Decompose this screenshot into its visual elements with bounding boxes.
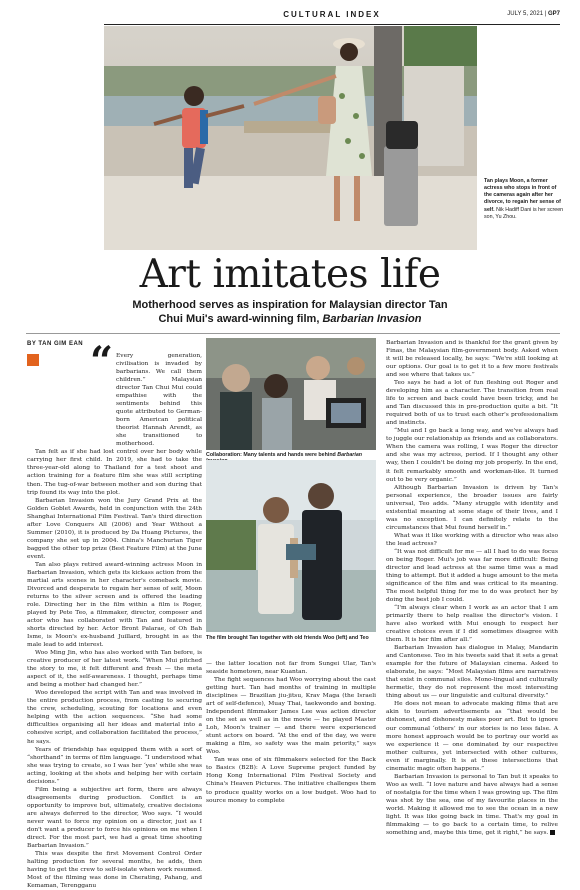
hero-photo — [104, 26, 477, 250]
article-paragraph: Years of friendship has equipped them with a sort of “shorthand” in terms of film language. “I understood what she was trying to create, so I was her ‘yes’ while she was acting, looking at the shots and helping her with certain decisions.” — [27, 746, 202, 785]
article-paragraph: — the latter location not far from Sungei Ular, Tan's seaside hometown, near Kuantan. — [206, 661, 376, 676]
issue-date: JULY 5, 2021 — [507, 11, 544, 17]
article-paragraph: Every generation, civilisation is invaded by barbarians. We call them children.” Malaysian director Tan Chui Mui could empathise with the sentiments behind this quote attributed to German-born American political theorist Hannah Arendt, as she transitioned to motherhood. — [116, 353, 202, 448]
article-paragraph — [386, 773, 558, 837]
article-paragraph-text: Barbarian Invasion is personal to Tan but it speaks to Woo as well. “I love nature and have always had a sense of nostalgia for the time when I was growing up. The film was shot by the sea, one of my favourite places in the world. Making it allowed me to see the ocean in a new light. It was like going back in time. That's my goal in filmmaking — to go back to a certain time, to relive something and, maybe this time, get it right,” he says. — [386, 773, 558, 836]
end-mark-icon — [550, 830, 555, 835]
article-paragraph: Tan felt as if she had lost control over her body while carrying her first child. In 2019, she had to take the three-year-old along to Thailand for a test shoot and action training for a feature film she was still scripting then. The tug-of-war between mother and son during that trip found its way into the plot. — [27, 449, 202, 496]
article-paragraph: Woo Ming Jin, who has also worked with Tan before, is creative producer of her latest work. “When Mui pitched the story to me, it felt different and fresh — the meta aspect of it, the self-awareness. I thought, perhaps time and being a mother had changed her.” — [27, 650, 202, 689]
headline: Art imitates life — [139, 252, 441, 297]
article-paragraph: “I'm always clear when I work as an actor that I am primarily there to help realise the director's vision. I have also worked with Mui enough to respect her creative choices even if I did sometimes disagree with them. It is her film after all.” — [386, 605, 558, 644]
article-paragraph: “It was not difficult for me — all I had to do was focus on being Roger. Mui's job was far more difficult: Being director and lead actress at the same time was a mad thing to attempt. But it added a huge amount to the meta significance of the film and was critical to its meaning. The most helpful thing for me to do was protect her by doing the best job I could. — [386, 548, 558, 603]
deck-film-title: Barbarian Invasion — [322, 313, 422, 326]
article-paragraph: Tan was one of six filmmakers selected for the Back to Basics (B2B): A Love Supreme project funded by Hong Kong International Film Festival Society and China's Heaven Pictures. The initiative challenges them to produce quality works on a low budget. Woo had to source money to complete — [206, 757, 376, 804]
hero-caption — [484, 178, 564, 221]
hero-photo-illustration — [104, 26, 477, 250]
article-paragraph: Barbarian Invasion has dialogue in Malay, Mandarin and Cantonese. Teo in his tweets said that it sets a great example for the future of Malaysian cinema. Asked to elaborate, he says: “Most Malaysian films are narratives that exist in communal silos. Mono-lingual and culturally hermetic, they do not represent the most interesting thing about us — our linguistic and cultural diversity.” — [386, 645, 558, 700]
photo-caption-1-film: Barbarian — [337, 452, 363, 458]
article-paragraph: He does not mean to advocate making films that are akin to tourism advertisements as “that would be dishonest, and dishonesty makes poor art. But to ignore our communal ‘others’ in our stories is no less false. A more honest approach would be to portray our world as we experience it — one dominated by our respective mother cultures, yet intersected with other cultures, even if marginally. It is at these intersections that cinematic magic often happens.” — [386, 701, 558, 772]
photo-collaboration — [206, 338, 376, 450]
article-column-1 — [27, 352, 202, 890]
byline: BY TAN GIM EAN — [27, 341, 84, 347]
article-column-2 — [206, 660, 376, 805]
photo-collaboration-illustration — [206, 338, 376, 450]
section-rule — [26, 333, 560, 334]
hero-caption-credit: Nik Hadiff Dani is her screen son, Yu Zhou. — [484, 206, 564, 220]
hero-caption-main: Tan plays Moon, a former actress who stops in front of the cameras again after her divorce, to regain her sense of self. — [484, 178, 561, 213]
deck-text: Motherhood serves as inspiration for Malaysian director Tan Chui Mui's award-winning film, — [132, 299, 448, 326]
page-number: GP7 — [547, 11, 560, 17]
page-header — [104, 10, 560, 24]
photo-friends-illustration — [206, 460, 376, 632]
article-paragraph: Barbarian Invasion and is thankful for the grant given by Finas, the Malaysian film-government body. Asked when it will be released locally, he says: “We're still looking at our options. Our goal is to get it to a few more festivals and see where that takes us.” — [386, 340, 558, 379]
article-paragraph: What was it like working with a director who was also the lead actress? — [386, 532, 558, 547]
article-paragraph: Although Barbarian Invasion is driven by Tan's personal experience, the broader issues are fairly universal, Teo adds. “Many struggle with identity and existential meaning at some stage of their lives, and I was no exception. I can definitely relate to the circumstances that Mui found herself in.” — [386, 484, 558, 531]
photo-caption-1-text: Collaboration: Many talents and hands were behind — [206, 452, 336, 458]
page-info: JULY 5, 2021 | GP7 — [507, 11, 560, 17]
article-paragraph: This was despite the first Movement Control Order halting production for several months, he adds, then having to get the crew to self-isolate when work resumed. Most of the filming was done in Cherating, Pahang, and Kemaman, Terengganu — [27, 850, 202, 890]
photo-caption-2: The film brought Tan together with old friends Woo (left) and Teo — [206, 635, 369, 641]
deck — [120, 298, 460, 327]
drop-quote-mark: “ — [90, 338, 114, 385]
article-column-3 — [386, 339, 558, 836]
article-paragraph: Tan also plays retired award-winning actress Moon in Barbarian Invasion, which gets its kickass action from the martial arts scenes in her character's comeback movie. Divorced and desperate to regain her sense of self, Moon returns to the silver screen and is offered the leading role. Directing her in the film within a film is Roger, played by Pete Teo, a filmmaker, director, composer and actor who has collaborated with Tan and featured in shorts directed by her. Actor Bront Palarae, of Oh Bah Isme, is Moon's ex-husband Juillard, brought in as the male lead to add interest. — [27, 561, 202, 649]
article-paragraph: Teo says he had a lot of fun fleshing out Roger and developing him as a character. The transition from real life to screen and back could have been tricky, and he and Tan discussed this in pre-production quite a bit. “It required both of us to trust each other's professionalism and instincts. — [386, 380, 558, 427]
article-paragraph: Woo developed the script with Tan and was involved in the entire production process, from casting to securing the crew, scheduling, scouting for locations and even helping with the action sequences. “She had some difficulties organising all her ideas and material into a cohesive script, and collaboration facilitated the process,” he says. — [27, 690, 202, 745]
article-paragraph: Film being a subjective art form, there are always disagreements during production. Conflict is an opportunity to improve but, ultimately, creative decisions are always deferred to the director, Woo says. “I would never want to force my opinion on a director, just as I don't want a producer to force his opinions on me when I direct. For the most part, we had a great time shooting Barbarian Invasion.” — [27, 786, 202, 849]
photo-friends — [206, 460, 376, 632]
article-paragraph: The fight sequences had Woo worrying about the cast getting hurt. Tan had months of training in multiple disciplines — Brazilian jiu-jitsu, Krav Maga (the Israeli art of self-defence), Muay Thai, taekwondo and boxing. Independent filmmaker James Lee was action director on the set as well as in the movie — he played Master Loh, Moon's trainer — and there were experienced stunt actors on board. “At the end of the day, we were making a film, so safety was the main priority,” says Woo. — [206, 677, 376, 756]
article-paragraph: “Mui and I go back a long way, and we've always had to juggle our relationship as friends and as collaborators. When the camera was rolling, I was Roger the director and she was my actress, period. If I thought any other way, then I couldn't be doing my job properly. In the end, it felt remarkably smooth and workman-like. It turned out to be very organic.” — [386, 428, 558, 483]
section-title: CULTURAL INDEX — [283, 10, 381, 19]
article-paragraph: Barbarian Invasion won the Jury Grand Prix at the Golden Goblet Awards, held in conjunction with the 24th Shanghai International Film Festival. Tan's third direction after Love Conquers All (2006) and Year Without a Summer (2010), it is produced by Da Huang Pictures, the company she set up in 2004. China's Manchurian Tiger bagged the other top prize (Best Feature Film) at the June event. — [27, 497, 202, 560]
header-rule — [104, 24, 560, 25]
